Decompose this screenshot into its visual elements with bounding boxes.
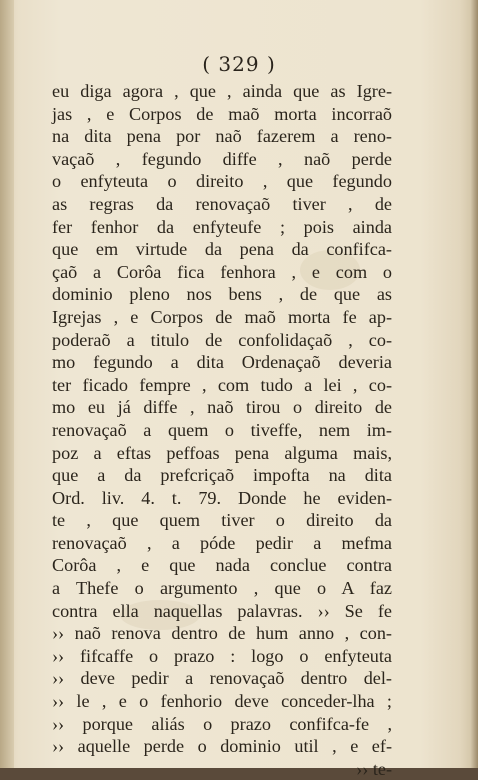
text-line: que a da prefcriçaõ impofta na dita [52, 465, 392, 486]
catchword: ›› te- [356, 758, 392, 779]
text-line: renovaçaõ , a póde pedir a mefma [52, 532, 392, 553]
text-line: ›› le , e o fenhorio deve conceder-lha ; [52, 691, 392, 712]
text-line: na dita pena por naõ fazerem a reno- [52, 126, 392, 147]
page-left-edge [0, 0, 14, 768]
text-line: ›› deve pedir a renovaçaõ dentro del- [52, 668, 392, 689]
text-line: Corôa , e que nada conclue contra [52, 555, 392, 576]
text-line: ›› porque aliás o prazo confifca-fe , [52, 713, 392, 734]
text-line: as regras da renovaçaõ tiver , de [52, 193, 392, 214]
text-line: que em virtude da pena da confifca- [52, 239, 392, 260]
text-line: poz a eftas peffoas pena alguma mais, [52, 442, 392, 463]
body-text [52, 80, 392, 780]
text-line: renovaçaõ a quem o tiveffe, nem im- [52, 419, 392, 440]
text-line: poderaõ a titulo de confolidaçaõ , co- [52, 329, 392, 350]
text-line: contra ella naquellas palavras. ›› Se fe [52, 600, 392, 621]
text-line: vaçaõ , fegundo diffe , naõ perde [52, 148, 392, 169]
text-line: fer fenhor da enfyteufe ; pois ainda [52, 216, 392, 237]
text-line: mo fegundo a dita Ordenaçaõ deveria [52, 352, 392, 373]
text-line: ›› naõ renova dentro de hum anno , con- [52, 623, 392, 644]
text-line: a Thefe o argumento , que o A faz [52, 578, 392, 599]
text-line: jas , e Corpos de maõ morta incorraõ [52, 103, 392, 124]
page-number: ( 329 ) [202, 52, 276, 76]
text-line: ter ficado fempre , com tudo a lei , co- [52, 374, 392, 395]
text-line: çaõ a Corôa fica fenhora , e com o [52, 261, 392, 282]
text-line: dominio pleno nos bens , de que as [52, 284, 392, 305]
text-line: ›› aquelle perde o dominio util , e ef- [52, 736, 392, 757]
text-line: Ord. liv. 4. t. 79. Donde he eviden- [52, 487, 392, 508]
text-line: Igrejas , e Corpos de maõ morta fe ap- [52, 306, 392, 327]
page-right-edge [470, 0, 478, 768]
text-line: o enfyteuta o direito , que fegundo [52, 171, 392, 192]
text-line: eu diga agora , que , ainda que as Igre- [52, 81, 392, 101]
text-line: mo eu já diffe , naõ tirou o direito de [52, 397, 392, 418]
text-line: ›› fifcaffe o prazo : logo o enfyteuta [52, 645, 392, 666]
text-line: te , que quem tiver o direito da [52, 510, 392, 531]
